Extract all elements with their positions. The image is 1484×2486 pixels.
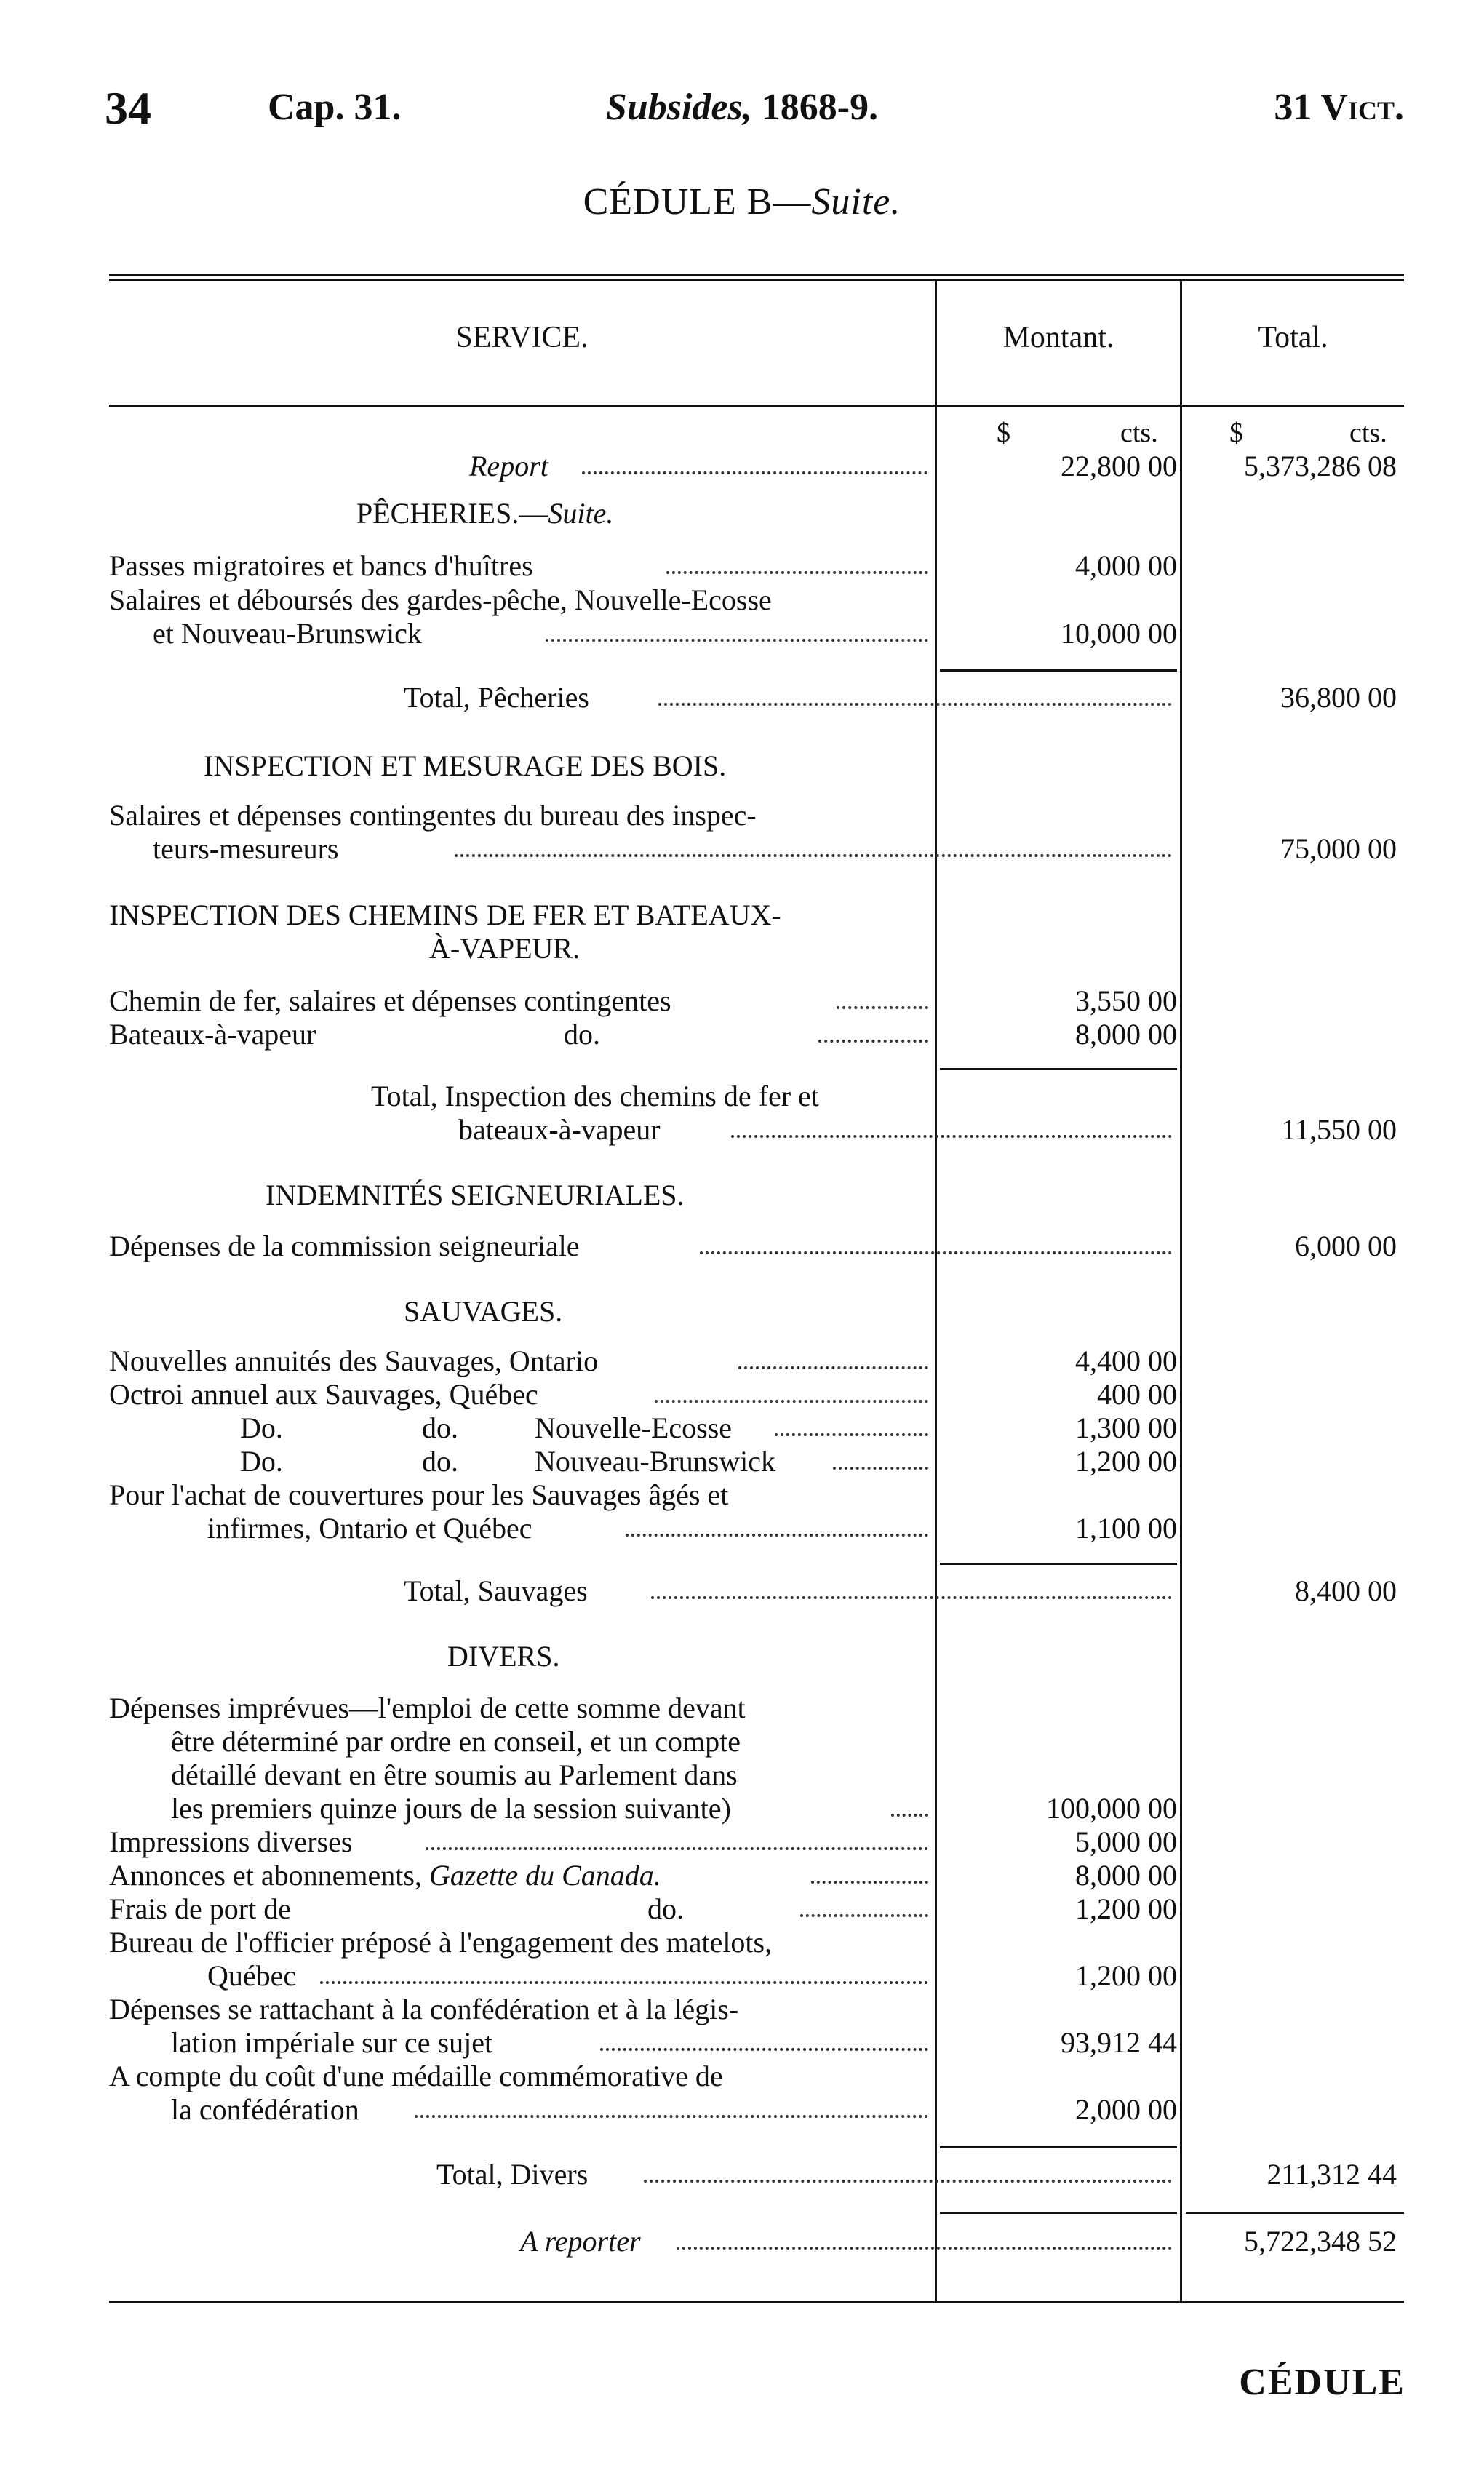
pecheries-item-2-line2: et Nouveau-Brunswick <box>153 617 422 650</box>
sauvages-item-5-amount: 1,100 00 <box>1075 1512 1177 1545</box>
subtotal-rule <box>940 1563 1177 1565</box>
leader-dots <box>811 1875 928 1884</box>
leader-dots <box>415 2109 928 2118</box>
leader-dots <box>700 1246 1172 1254</box>
amount-cents-unit: cts. <box>1120 418 1158 448</box>
indemnites-text: Dépenses de la commission seigneuriale <box>109 1230 580 1262</box>
total-cents-unit: cts. <box>1349 418 1387 448</box>
running-title-italic: Subsides, <box>605 87 752 128</box>
leader-dots <box>626 1528 928 1537</box>
total-dollar-unit: $ <box>1229 418 1243 448</box>
header-bottom-rule <box>109 405 1404 407</box>
pecheries-item-2-amount: 10,000 00 <box>1061 617 1177 650</box>
divers-imprevues-line3: détaillé devant en être soumis au Parlement dans <box>171 1758 738 1791</box>
sauvages-item-3: Nouvelle-Ecosse <box>535 1411 733 1444</box>
pecheries-heading-main: PÊCHERIES.— <box>356 497 548 530</box>
sauvages-item-3-amount: 1,300 00 <box>1075 1411 1177 1444</box>
leader-dots <box>546 633 928 642</box>
inspection-chemins-item-1: Chemin de fer, salaires et dépenses contingentes <box>109 984 671 1017</box>
inspection-chemins-item-1-amount: 3,550 00 <box>1075 984 1177 1017</box>
sauvages-item-5-line1: Pour l'achat de couvertures pour les Sauvages âgés et <box>109 1478 729 1511</box>
schedule-title-main: CÉDULE B— <box>583 181 812 223</box>
leader-dots <box>738 1360 928 1369</box>
column-header-service: SERVICE. <box>455 321 589 354</box>
leader-dots <box>800 1908 928 1917</box>
table-top-rule-thin <box>109 279 1404 281</box>
sauvages-total: 8,400 00 <box>1295 1574 1397 1607</box>
sauvages-item-4-ditto-1: Do. <box>240 1445 283 1478</box>
divers-frais-ditto: do. <box>647 1892 684 1925</box>
sauvages-item-3-ditto-1: Do. <box>240 1411 283 1444</box>
leader-dots <box>677 2241 1172 2250</box>
sauvages-total-label: Total, Sauvages <box>404 1574 588 1607</box>
pecheries-heading <box>356 497 613 530</box>
table-bottom-rule <box>109 2301 1404 2303</box>
leader-dots <box>775 1427 928 1436</box>
divers-heading: DIVERS. <box>447 1640 560 1673</box>
leader-dots <box>651 1590 1172 1599</box>
sauvages-heading: SAUVAGES. <box>404 1295 563 1328</box>
pecheries-total-label: Total, Pêcheries <box>404 681 589 714</box>
divers-bureau-line1: Bureau de l'officier préposé à l'engagement des matelots, <box>109 1926 773 1959</box>
column-divider-1 <box>935 281 937 2303</box>
column-header-amount: Montant. <box>1002 321 1114 354</box>
leader-dots <box>600 2042 928 2051</box>
divers-medaille-line1: A compte du coût d'une médaille commémorative de <box>109 2060 723 2092</box>
leader-dots <box>320 1975 928 1984</box>
inspection-chemins-heading-2: À-VAPEUR. <box>429 932 581 965</box>
inspection-chemins-item-2: Bateaux-à-vapeur <box>109 1018 316 1051</box>
schedule-title <box>0 180 1484 223</box>
sauvages-item-1: Nouvelles annuités des Sauvages, Ontario <box>109 1344 599 1377</box>
sauvages-item-4-amount: 1,200 00 <box>1075 1445 1177 1478</box>
inspection-chemins-item-2-ditto: do. <box>564 1018 600 1051</box>
inspection-chemins-item-2-amount: 8,000 00 <box>1075 1018 1177 1051</box>
divers-imprevues-amount: 100,000 00 <box>1046 1792 1177 1825</box>
inspection-bois-heading: INSPECTION ET MESURAGE DES BOIS. <box>204 749 727 782</box>
subtotal-rule <box>940 669 1177 672</box>
leader-dots <box>658 697 1172 706</box>
divers-confederation-line2: lation impériale sur ce sujet <box>171 2026 493 2059</box>
leader-dots <box>837 1000 928 1009</box>
inspection-bois-line1: Salaires et dépenses contingentes du bureau des inspec- <box>109 799 757 832</box>
total-bottom-rule <box>1186 2212 1404 2214</box>
page-number: 34 <box>105 82 151 134</box>
amount-bottom-rule <box>940 2212 1177 2214</box>
inspection-chemins-heading-1: INSPECTION DES CHEMINS DE FER ET BATEAUX- <box>109 899 781 931</box>
divers-total-label: Total, Divers <box>436 2158 589 2191</box>
divers-confederation-amount: 93,912 44 <box>1061 2026 1177 2059</box>
leader-dots <box>644 2174 1172 2183</box>
chapter-label: Cap. 31. <box>268 87 402 128</box>
divers-confederation-line1: Dépenses se rattachant à la confédération et à la légis- <box>109 1993 739 2025</box>
amount-dollar-unit: $ <box>997 418 1010 448</box>
leader-dots <box>455 848 1172 857</box>
column-header-total: Total. <box>1258 321 1328 354</box>
divers-annonces <box>109 1859 661 1892</box>
leader-dots <box>655 1394 928 1403</box>
divers-imprevues-line4: les premiers quinze jours de la session suivante) <box>171 1792 731 1825</box>
indemnites-heading: INDEMNITÉS SEIGNEURIALES. <box>266 1179 685 1211</box>
column-divider-2 <box>1180 281 1182 2303</box>
divers-frais-amount: 1,200 00 <box>1075 1892 1177 1925</box>
report-total: 5,373,286 08 <box>1244 450 1397 482</box>
divers-total: 211,312 44 <box>1266 2158 1397 2191</box>
inspection-bois-total: 75,000 00 <box>1280 832 1397 865</box>
sauvages-item-4-ditto-2: do. <box>422 1445 458 1478</box>
pecheries-item-1-amount: 4,000 00 <box>1075 549 1177 582</box>
divers-impressions: Impressions diverses <box>109 1825 353 1858</box>
subtotal-rule <box>940 1068 1177 1070</box>
inspection-bois-line2: teurs-mesureurs <box>153 832 339 865</box>
sauvages-item-1-amount: 4,400 00 <box>1075 1344 1177 1377</box>
inspection-chemins-total: 11,550 00 <box>1281 1113 1397 1146</box>
report-label: Report <box>469 450 548 482</box>
divers-imprevues-line1: Dépenses imprévues—l'emploi de cette somme devant <box>109 1692 746 1724</box>
leader-dots <box>891 1808 928 1817</box>
a-reporter-label: A reporter <box>520 2225 641 2258</box>
leader-dots <box>833 1461 928 1470</box>
pecheries-total: 36,800 00 <box>1280 681 1397 714</box>
running-title <box>0 86 1484 129</box>
a-reporter-total: 5,722,348 52 <box>1244 2225 1397 2258</box>
report-amount: 22,800 00 <box>1061 450 1177 482</box>
sauvages-item-4: Nouveau-Brunswick <box>535 1445 776 1478</box>
divers-annonces-text: Annonces et abonnements, <box>109 1859 429 1892</box>
indemnites-total: 6,000 00 <box>1295 1230 1397 1262</box>
leader-dots <box>818 1034 928 1043</box>
divers-bureau-line2: Québec <box>207 1959 297 1992</box>
divers-frais: Frais de port de <box>109 1892 291 1925</box>
sauvages-item-3-ditto-2: do. <box>422 1411 458 1444</box>
divers-imprevues-line2: être déterminé par ordre en conseil, et un compte <box>171 1725 741 1758</box>
pecheries-heading-suffix: Suite. <box>548 497 614 530</box>
sauvages-item-5-line2: infirmes, Ontario et Québec <box>207 1512 532 1545</box>
inspection-chemins-total-label-1: Total, Inspection des chemins de fer et <box>371 1080 819 1112</box>
catchword: CÉDULE <box>1239 2362 1405 2403</box>
divers-medaille-amount: 2,000 00 <box>1075 2093 1177 2126</box>
pecheries-item-1: Passes migratoires et bancs d'huîtres <box>109 549 533 582</box>
inspection-chemins-total-label-2: bateaux-à-vapeur <box>458 1113 661 1146</box>
divers-medaille-line2: la confédération <box>171 2093 359 2126</box>
leader-dots <box>582 466 928 474</box>
leader-dots <box>666 565 928 574</box>
leader-dots <box>426 1841 928 1850</box>
table-top-rule <box>109 274 1404 276</box>
sauvages-item-2: Octroi annuel aux Sauvages, Québec <box>109 1378 538 1411</box>
divers-annonces-gazette: Gazette du Canada. <box>428 1859 661 1892</box>
schedule-title-suffix: Suite. <box>811 181 901 223</box>
pecheries-item-2-line1: Salaires et déboursés des gardes-pêche, Nouvelle-Ecosse <box>109 583 772 616</box>
sauvages-item-2-amount: 400 00 <box>1097 1378 1177 1411</box>
regnal-year: 31 Vict. <box>1274 87 1404 128</box>
leader-dots <box>731 1129 1172 1138</box>
divers-annonces-amount: 8,000 00 <box>1075 1859 1177 1892</box>
subtotal-rule <box>940 2146 1177 2148</box>
divers-bureau-amount: 1,200 00 <box>1075 1959 1177 1992</box>
running-title-year: 1868-9. <box>761 87 879 128</box>
divers-impressions-amount: 5,000 00 <box>1075 1825 1177 1858</box>
